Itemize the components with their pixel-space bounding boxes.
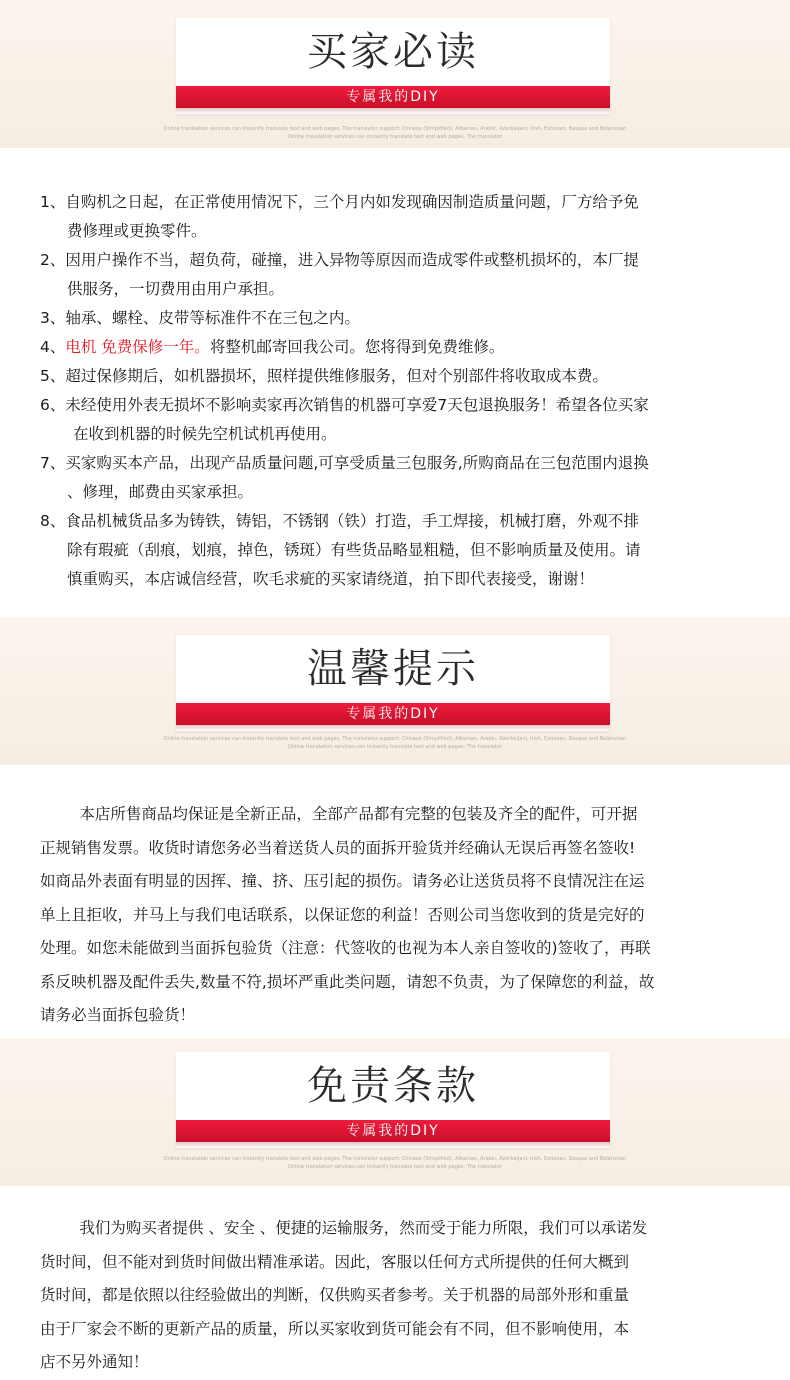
fine-print: Online translation services can instantly translate text and web pages. The translator support: Chinese (Simplified), Albanian, Arabic, Azerbaijani, Irish, Estonian, Basque and Belarusian	[163, 1156, 627, 1162]
list-item: 2、因用户操作不当，超负荷，碰撞，进入异物等原因而造成零件或整机损坏的，本厂提 供服务，一切费用由用户承担。	[40, 251, 639, 298]
fine-print: Online translation services can instantly translate text and web pages. The translator	[288, 744, 502, 750]
list-item: 6、未经使用外表无损坏不影响卖家再次销售的机器可享爱7天包退换服务！希望各位买家 在收到机器的时候先空机试机再使用。	[40, 396, 649, 443]
disclaimer-paragraph: 我们为购买者提供 、安全 、便捷的运输服务，然而受于能力所限，我们可以承诺发 货时间，但不能对到货时间做出精准承诺。因此，客服以任何方式所提供的任何大概到 货时间，都是依照以往经验做出的判断，仅供购买者参考。关于机器的局部外形和重量 由于厂家会不断的更新产品的质量，所以买家收到货可能会有不同，但不影响使用，本 店不另外通知！	[40, 1219, 648, 1371]
list-item: 7、买家购买本产品，出现产品质量问题,可享受质量三包服务,所购商品在三包范围内退换 、修理，邮费由买家承担。	[40, 454, 649, 501]
banner-title: 温馨提示	[307, 646, 479, 692]
fine-print: Online translation services can instantly translate text and web pages. The translator support: Chinese (Simplified), Albanian, Arabic, Azerbaijani, Irish, Estonian, Basque and Belarusian	[163, 736, 627, 742]
fine-print: Online translation services can instantly translate text and web pages. The translator	[288, 1164, 502, 1170]
list-item: 4、电机 免费保修一年。将整机邮寄回我公司。您将得到免费维修。	[40, 338, 505, 356]
buyer-rules-list	[40, 188, 760, 594]
list-item: 8、食品机械货品多为铸铁，铸铝，不锈钢（铁）打造，手工焊接，机械打磨，外观不排 除有瑕疵（刮痕，划痕，掉色，锈斑）有些货品略显粗糙，但不影响质量及使用。请 慎重购买，本店诚信经营，吹毛求疵的买家请绕道，拍下即代表接受，谢谢！	[40, 512, 641, 588]
banner-card	[176, 635, 610, 731]
fine-print: Online translation services can instantly translate text and web pages. The translator	[288, 134, 502, 140]
warranty-highlight: 电机 免费保修一年。	[65, 338, 210, 356]
banner-title: 买家必读	[307, 29, 479, 75]
list-item: 3、轴承、螺栓、皮带等标准件不在三包之内。	[40, 309, 360, 327]
ribbon-shadow	[176, 108, 610, 114]
section-banner-buyer-notice	[0, 0, 790, 148]
notice-paragraph: 本店所售商品均保证是全新正品，全部产品都有完整的包装及齐全的配件，可开据 正规销售发票。收货时请您务必当着送货人员的面拆开验货并经确认无误后再签名签收! 如商品外表面有明显的因挥、撞、挤、压引起的损伤。请务必让送货员将不良情况注在运 单上且拒收，并马上与我们电话联系，以保证您的利益！否则公司当您收到的货是完好的 处理。如您未能做到当面拆包验货（注意：代签收的也视为本人亲自签收的)签收了，再联 系反映机器及配件丢失,数量不符,损坏严重此类问题，请恕不负责，为了保障您的利益，故 请务必当面拆包验货！	[40, 805, 655, 1024]
ribbon-shadow	[176, 725, 610, 731]
list-item: 5、超过保修期后，如机器损坏，照样提供维修服务，但对个别部件将收取成本费。	[40, 367, 608, 385]
banner-ribbon: 专属我的DIY	[176, 86, 610, 108]
banner-card	[176, 1052, 610, 1148]
banner-ribbon: 专属我的DIY	[176, 703, 610, 725]
section-banner-tips	[0, 617, 790, 765]
banner-title: 免责条款	[307, 1063, 479, 1109]
fine-print: Online translation services can instantly translate text and web pages. The translator support: Chinese (Simplified), Albanian, Arabic, Azerbaijani, Irish, Estonian, Basque and Belarusian	[163, 126, 627, 132]
list-item: 1、自购机之日起，在正常使用情况下，三个月内如发现确因制造质量问题，厂方给予免 费修理或更换零件。	[40, 193, 639, 240]
banner-ribbon: 专属我的DIY	[176, 1120, 610, 1142]
ribbon-shadow	[176, 1142, 610, 1148]
section-banner-disclaimer	[0, 1038, 790, 1186]
banner-card	[176, 18, 610, 114]
